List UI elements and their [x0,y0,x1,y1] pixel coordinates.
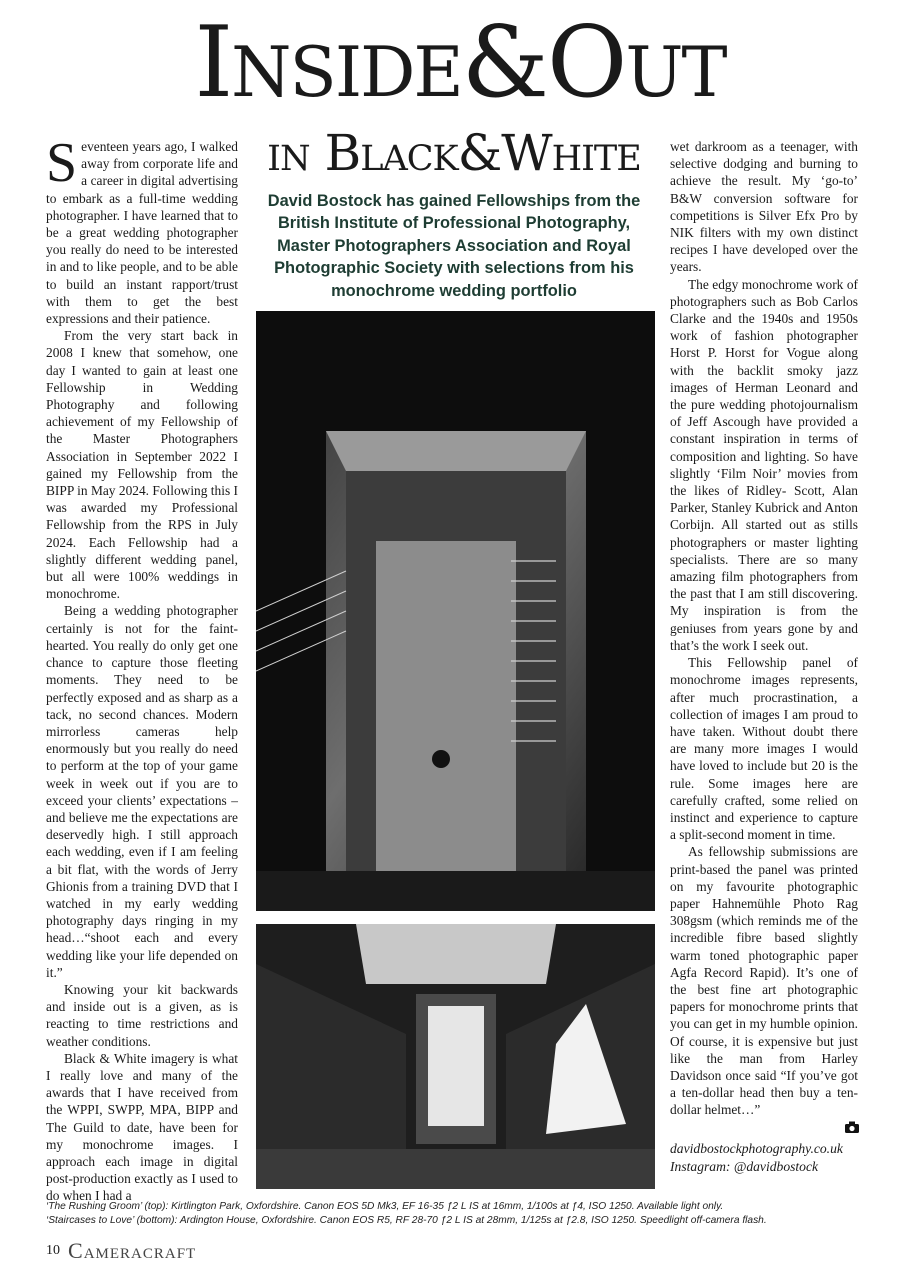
caption-bottom: ‘Staircases to Love’ (bottom): Ardington House, Oxfordshire. Canon EOS R5, RF 28-70 ƒ2 L IS at 28mm, 1/125s at ƒ2.8, ISO 1250. Speedlight off-camera flash. [46,1215,767,1226]
page-number: 10 [46,1243,60,1258]
caption-top: ‘The Rushing Groom’ (top): Kirtlington Park, Oxfordshire. Canon EOS 5D Mk3, EF 16-35 ƒ2 L IS at 16mm, 1/100s at ƒ4, ISO 1250. Available light only. [46,1201,724,1212]
magazine-logo: CAMERACRAFT [68,1238,197,1263]
author-instagram[interactable]: Instagram: @davidbostock [670,1159,819,1174]
photo-captions [46,1200,866,1228]
hall-photo-illustration [256,924,655,1189]
paragraph-5-continued: wet darkroom as a teenager, with selective dodging and burning to achieve the result. My ‘go-to’ B&W conversion software for competitions is Silver Efx Pro by NIK filters with my own distinct recipes I have developed over the years. [670,139,858,275]
standfirst: David Bostock has gained Fellowships from the British Institute of Professional Photography, Master Photographers Association and Royal Photographic Society with selections from his monochrome wedding portfolio [267,192,641,300]
staircase-photo-illustration [256,311,655,911]
author-signoff [670,1140,870,1176]
photo-staircases-to-love [256,924,655,1189]
paragraph-4: Knowing your kit backwards and inside out is a given, as is reacting to time restrictions and weather conditions. [46,981,238,1049]
page-footer [46,1240,196,1262]
article-title: Inside&Out [194,6,726,120]
paragraph-6: The edgy monochrome work of photographers such as Bob Carlos Clarke and the 1940s and 1950s work of fashion photographer Horst P. Horst for Vogue along with the backlit smoky jazz images of Herman Leonard and the pure wedding photojournalism of Jeff Ascough have provided a constant inspiration in terms of composition and lighting. So have slightly ‘Film Noir’ movies from the likes of Ridley- Scott, Alan Parker, Stanley Kubrick and Anton Corbijn. All started out as stills photographers or master lighting specialists. There are so many amazing film photographers from the past that I am still discovering. My inspiration is from the geniuses from years gone by and that’s the work I seek out. [670,276,858,653]
drop-cap: S [46,132,78,194]
paragraph-7: This Fellowship panel of monochrome images represents, after much procrastination, a collection of images I am proud to have taken. Without doubt there are many more images I would have loved to include but 20 is the rule. Some images here are carefully crafted, some relied on instinct and experience to capture a split-second moment in time. [670,655,858,843]
paragraph-1: Seventeen years ago, I walked away from corporate life and a career in digital advertising to embark as a full-time wedding photographer. I have learned that to be a great wedding photographer you really do need to be interested in and to like people, and to be able to build an instant rapport/trust with them to get the best expressions and their patience. [46,132,238,327]
paragraph-8: As fellowship submissions are print-based the panel was printed on my favourite photographic paper Hahnemühle Photo Rag 308gsm (which reminds me of the incredible fibre based slightly warm toned photographic paper Agfa Record Rapid). It’s one of the best fine art photographic papers for monochrome prints that you can get in my humble opinion. Of course, it is expensive but just like the man from Harley Davidson once said “If you’ve got a ten-dollar head then buy a ten-dollar helmet…” [670,844,858,1118]
camera-end-icon [844,1120,860,1134]
body-column-left [46,132,238,1205]
body-column-right [670,138,858,1119]
paragraph-2: From the very start back in 2008 I knew that somehow, one day I wanted to gain at least one Fellowship in Wedding Photography and following achievement of my Fellowship of the Master Photographers Association in September 2022 I gained my Fellowship from the BIPP in May 2024. Following this I was awarded my Professional Fellowship from the RPS in July 2024. Each Fellowship had a slightly different wedding panel, but all were 100% weddings in monochrome. [46,328,238,602]
author-website[interactable]: davidbostockphotography.co.uk [670,1141,843,1156]
photo-rushing-groom [256,311,655,911]
paragraph-5: Black & White imagery is what I really love and many of the awards that I have received from the WPPI, SWPP, MPA, BIPP and The Guild to date, have been for my monochrome images. I approach each image in digital post-production exactly as I used to do when I had a [46,1050,238,1204]
paragraph-3: Being a wedding photographer certainly is not for the faint-hearted. You really do only get one chance to capture those fleeting moments. They need to be perfectly exposed and as sharp as a tack, no second chances. Modern mirrorless cameras help enormously but you really do need to perform at the top of your game week in week out if you are to exceed your clients’ expectations – and believe me the expectations are deservedly high. I still approach each wedding, even if I am feeling a bit flat, with the words of Jerry Ghionis from a training DVD that I watched in my early wedding photography days ringing in my head…“shoot each and every wedding like your life depended on it.” [46,603,238,980]
article-subtitle: in Black&White [267,124,641,182]
